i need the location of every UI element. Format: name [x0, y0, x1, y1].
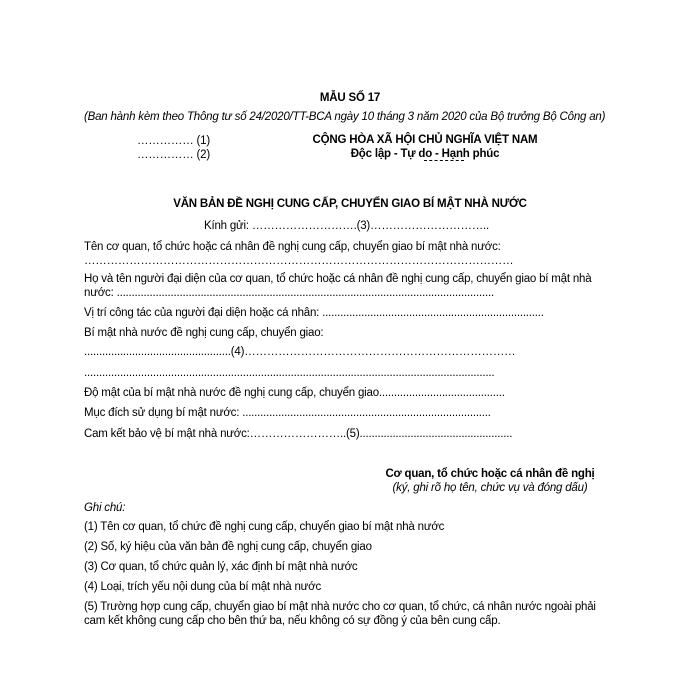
- field-position: Vị trí công tác của người đại diện hoặc cá nhân: ..........................................................................: [84, 307, 544, 319]
- note-item: (1) Tên cơ quan, tổ chức đề nghị cung cấp, chuyển giao bí mật nhà nước: [84, 521, 445, 533]
- field-secret-requested: Bí mật nhà nước đề nghị cung cấp, chuyển giao:: [84, 327, 324, 339]
- field-commitment: Cam kết bảo vệ bí mật nhà nước:……………………..(5)...................................................: [84, 428, 513, 440]
- notes-heading: Ghi chú:: [84, 502, 126, 514]
- field-secret-dots-2: .........................................................................................................................................: [84, 367, 495, 379]
- document-number-placeholder: …………… (2): [137, 149, 210, 161]
- field-applicant-name: Tên cơ quan, tổ chức hoặc cá nhân đề nghị cung cấp, chuyển giao bí mật nhà nước:: [84, 241, 501, 253]
- field-representative-line1: Họ và tên người đại diện của cơ quan, tổ chức hoặc cá nhân đề nghị cung cấp, chuyển giao bí mật nhà: [84, 273, 592, 285]
- recipient-line: Kính gửi: ……………………….(3)…………………………..: [204, 220, 490, 232]
- motto-underline: [424, 160, 464, 161]
- field-purpose: Mục đích sử dụng bí mật nước: ...................................................................................: [84, 407, 491, 419]
- nation-title: CỘNG HÒA XÃ HỘI CHỦ NGHĨA VIỆT NAM: [312, 134, 538, 146]
- issuer-name-placeholder: …………… (1): [137, 135, 210, 147]
- note-item: (5) Trường hợp cung cấp, chuyển giao bí mật nhà nước cho cơ quan, tổ chức, cá nhân nước ngoài phải: [84, 601, 596, 613]
- form-title: MẪU SỐ 17: [319, 92, 381, 104]
- field-secret-dots-1: .................................................(4)………………………………………………………………: [84, 346, 516, 358]
- note-item: (3) Cơ quan, tổ chức quản lý, xác định bí mật nhà nước: [84, 561, 358, 573]
- note-item-continuation: cam kết không cung cấp cho bên thứ ba, nếu không có sự đồng ý của bên cung cấp.: [84, 615, 501, 627]
- field-representative-line2: nước: ..............................................................................................................................: [84, 287, 494, 299]
- field-classification: Độ mật của bí mật nhà nước đề nghị cung cấp, chuyển giao..........................................: [84, 387, 505, 399]
- signature-title: Cơ quan, tổ chức hoặc cá nhân đề nghị: [385, 468, 595, 480]
- note-item: (4) Loại, trích yếu nội dung của bí mật nhà nước: [84, 581, 322, 593]
- motto: Độc lập - Tự do - Hạnh phúc: [350, 148, 500, 160]
- field-applicant-name-dots: ……………………………………………………………………………………………………: [84, 255, 514, 267]
- document-title: VĂN BẢN ĐỀ NGHỊ CUNG CẤP, CHUYỂN GIAO BÍ MẬT NHÀ NƯỚC: [173, 198, 527, 210]
- issued-note: (Ban hành kèm theo Thông tư số 24/2020/TT-BCA ngày 10 tháng 3 năm 2020 của Bộ trưởng Bộ Công an): [84, 111, 606, 123]
- note-item: (2) Số, ký hiệu của văn bản đề nghị cung cấp, chuyển giao: [84, 541, 372, 553]
- signature-note: (ký, ghi rõ họ tên, chức vụ và đóng dấu): [392, 482, 588, 494]
